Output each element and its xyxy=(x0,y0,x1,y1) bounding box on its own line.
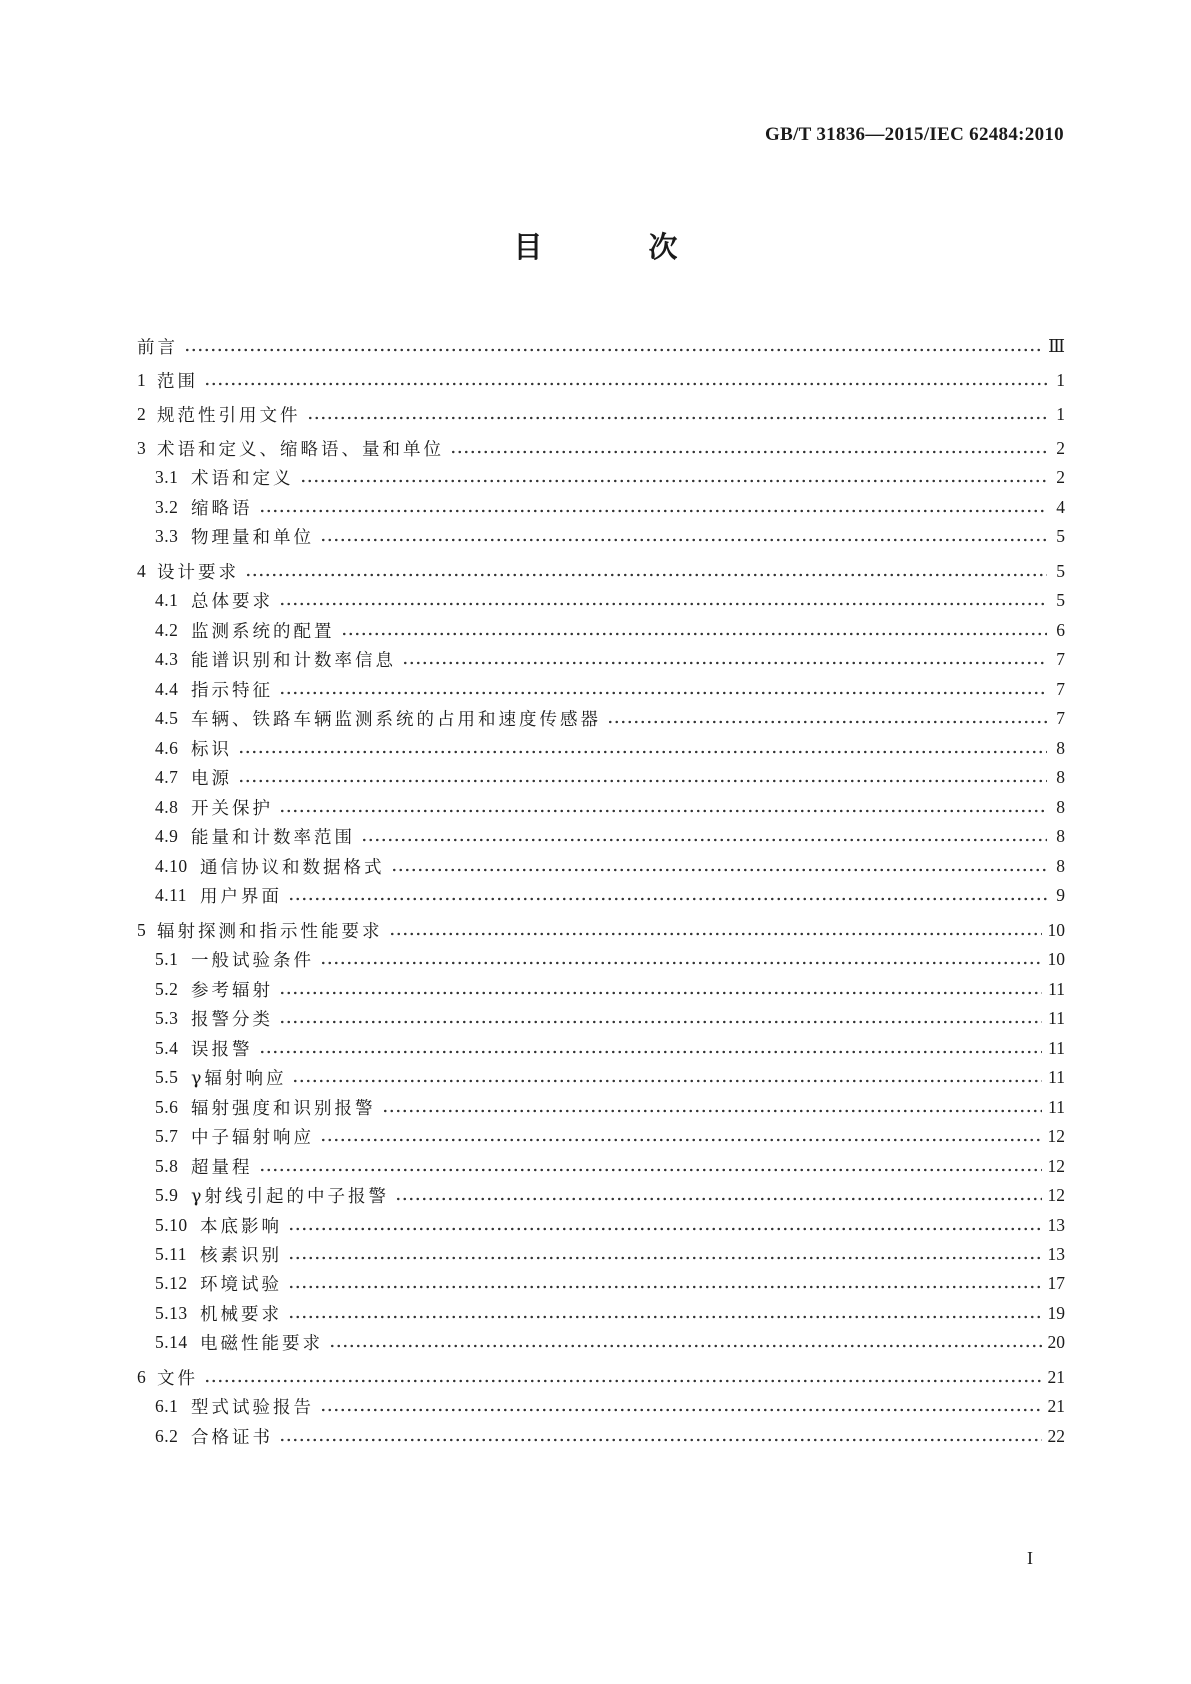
toc-entry[interactable] xyxy=(137,645,1065,673)
dot-leader xyxy=(238,734,1047,762)
dot-leader xyxy=(320,1392,1042,1420)
toc-entry-title: 前言 xyxy=(137,337,178,358)
toc-entry-title: 用户界面 xyxy=(200,886,282,907)
toc-entry[interactable] xyxy=(137,1004,1065,1032)
toc-entry-title: 缩略语 xyxy=(191,498,253,519)
toc-entry-page: 7 xyxy=(1056,707,1065,728)
toc-entry[interactable] xyxy=(137,1363,1065,1391)
toc-entry[interactable] xyxy=(137,852,1065,880)
toc-entry-title: 能量和计数率范围 xyxy=(191,827,355,848)
toc-entry-page: 11 xyxy=(1048,978,1065,999)
toc-entry-page: 8 xyxy=(1056,737,1065,758)
toc-entry-page: 17 xyxy=(1047,1272,1065,1293)
toc-entry-page: 20 xyxy=(1047,1331,1065,1352)
toc-entry-title: 合格证书 xyxy=(191,1427,273,1448)
dot-leader xyxy=(288,881,1047,909)
toc-entry[interactable] xyxy=(137,1240,1065,1268)
toc-entry-page: 10 xyxy=(1047,919,1065,940)
toc-entry-page: 10 xyxy=(1047,948,1065,969)
dot-leader xyxy=(204,1363,1042,1391)
toc-entry-number: 5.5 xyxy=(155,1066,179,1087)
toc-entry[interactable] xyxy=(137,1034,1065,1062)
dot-leader xyxy=(184,332,1042,360)
dot-leader xyxy=(389,916,1042,944)
toc-entry-title: 开关保护 xyxy=(191,798,273,819)
dot-leader xyxy=(259,1034,1043,1062)
dot-leader xyxy=(402,645,1047,673)
toc-entry-title: γ射线引起的中子报警 xyxy=(191,1186,389,1207)
toc-entry-page: 2 xyxy=(1056,466,1065,487)
toc-entry-page: 11 xyxy=(1048,1007,1065,1028)
toc-entry-page: 11 xyxy=(1048,1096,1065,1117)
toc-entry-page: 21 xyxy=(1047,1366,1065,1387)
toc-entry-number: 5.8 xyxy=(155,1155,179,1176)
toc-entry-page: 6 xyxy=(1056,619,1065,640)
toc-entry-title: 辐射强度和识别报警 xyxy=(191,1098,376,1119)
toc-entry-page: 21 xyxy=(1047,1395,1065,1416)
toc-entry-page: 8 xyxy=(1056,796,1065,817)
toc-entry-title: 指示特征 xyxy=(191,680,273,701)
toc-entry-title: 通信协议和数据格式 xyxy=(200,857,385,878)
toc-entry[interactable] xyxy=(137,616,1065,644)
toc-entry[interactable] xyxy=(137,763,1065,791)
toc-entry[interactable] xyxy=(137,1181,1065,1209)
toc-entry-number: 3.1 xyxy=(155,466,179,487)
toc-entry-page: 1 xyxy=(1056,369,1065,390)
dot-leader xyxy=(292,1063,1042,1091)
toc-entry[interactable] xyxy=(137,822,1065,850)
toc-entry-title: 型式试验报告 xyxy=(191,1397,314,1418)
toc-entry-number: 5.11 xyxy=(155,1243,187,1264)
toc-entry-page: 2 xyxy=(1056,437,1065,458)
dot-leader xyxy=(288,1211,1042,1239)
toc-entry-number: 4.4 xyxy=(155,678,179,699)
toc-entry-title: 规范性引用文件 xyxy=(157,405,301,426)
toc-entry-title: 术语和定义、缩略语、量和单位 xyxy=(157,439,444,460)
dot-leader xyxy=(320,1122,1042,1150)
toc-entry-page: 5 xyxy=(1056,525,1065,546)
toc-entry[interactable] xyxy=(137,945,1065,973)
dot-leader xyxy=(361,822,1047,850)
toc-entry-number: 5.1 xyxy=(155,948,179,969)
toc-entry-page: 12 xyxy=(1047,1155,1065,1176)
toc-entry[interactable] xyxy=(137,463,1065,491)
toc-entry-title: 辐射探测和指示性能要求 xyxy=(157,921,383,942)
toc-entry-title: 总体要求 xyxy=(191,591,273,612)
toc-entry-page: 12 xyxy=(1047,1125,1065,1146)
toc-entry[interactable] xyxy=(137,793,1065,821)
toc-entry[interactable] xyxy=(137,1122,1065,1150)
toc-entry-title: 本底影响 xyxy=(200,1216,282,1237)
toc-entry-title: 电磁性能要求 xyxy=(200,1333,323,1354)
toc-entry-page: 7 xyxy=(1056,648,1065,669)
dot-leader xyxy=(279,675,1047,703)
toc-entry-title: 环境试验 xyxy=(200,1274,282,1295)
toc-entry[interactable] xyxy=(137,1152,1065,1180)
toc-entry-number: 5.6 xyxy=(155,1096,179,1117)
toc-entry-number: 3.3 xyxy=(155,525,179,546)
toc-entry-title: 术语和定义 xyxy=(191,468,294,489)
toc-entry-title: 误报警 xyxy=(191,1039,253,1060)
dot-leader xyxy=(320,945,1042,973)
toc-entry-number: 4.8 xyxy=(155,796,179,817)
toc-entry-page: 9 xyxy=(1056,884,1065,905)
dot-leader xyxy=(307,400,1048,428)
toc-entry-page: 13 xyxy=(1047,1243,1065,1264)
page-title: 目 次 xyxy=(513,230,726,264)
toc-entry-title: γ辐射响应 xyxy=(191,1068,287,1089)
toc-entry-page: 12 xyxy=(1047,1184,1065,1205)
toc-entry-title: 标识 xyxy=(191,739,232,760)
dot-leader xyxy=(204,366,1047,394)
dot-leader xyxy=(395,1181,1042,1209)
toc-entry-page: Ⅲ xyxy=(1048,335,1065,356)
toc-entry-number: 3 xyxy=(137,437,147,458)
toc-entry-number: 5.12 xyxy=(155,1272,188,1293)
toc-entry-title: 中子辐射响应 xyxy=(191,1127,314,1148)
dot-leader xyxy=(607,704,1047,732)
dot-leader xyxy=(279,975,1042,1003)
toc-entry[interactable] xyxy=(137,916,1065,944)
toc-entry-page: 8 xyxy=(1056,766,1065,787)
toc-entry[interactable] xyxy=(137,586,1065,614)
toc-entry-page: 11 xyxy=(1048,1066,1065,1087)
toc-entry[interactable] xyxy=(137,1269,1065,1297)
toc-entry-title: 电源 xyxy=(191,768,232,789)
toc-entry-page: 13 xyxy=(1047,1214,1065,1235)
toc-entry-number: 4 xyxy=(137,560,147,581)
dot-leader xyxy=(288,1299,1042,1327)
toc-entry-number: 4.1 xyxy=(155,589,179,610)
toc-entry-page: 22 xyxy=(1047,1425,1065,1446)
toc-entry-number: 4.6 xyxy=(155,737,179,758)
toc-entry-title: 文件 xyxy=(157,1368,198,1389)
dot-leader xyxy=(329,1328,1042,1356)
toc-entry-number: 4.3 xyxy=(155,648,179,669)
dot-leader xyxy=(279,793,1047,821)
dot-leader xyxy=(288,1269,1042,1297)
toc-entry-number: 4.10 xyxy=(155,855,188,876)
dot-leader xyxy=(279,1004,1042,1032)
toc-entry-title: 超量程 xyxy=(191,1157,253,1178)
toc-entry[interactable] xyxy=(137,1392,1065,1420)
dot-leader xyxy=(288,1240,1042,1268)
dot-leader xyxy=(300,463,1048,491)
toc-entry-page: 5 xyxy=(1056,560,1065,581)
toc-entry[interactable] xyxy=(137,704,1065,732)
toc-entry[interactable] xyxy=(137,975,1065,1003)
dot-leader xyxy=(320,522,1047,550)
toc-entry[interactable] xyxy=(137,332,1065,360)
toc-entry-number: 3.2 xyxy=(155,496,179,517)
toc-entry-number: 4.11 xyxy=(155,884,187,905)
toc-entry-page: 5 xyxy=(1056,589,1065,610)
toc-entry-page: 1 xyxy=(1056,403,1065,424)
toc-entry-page: 4 xyxy=(1056,496,1065,517)
toc-entry-title: 参考辐射 xyxy=(191,980,273,1001)
toc-entry[interactable] xyxy=(137,493,1065,521)
dot-leader xyxy=(279,586,1047,614)
toc-entry-number: 2 xyxy=(137,403,147,424)
toc-entry-title: 能谱识别和计数率信息 xyxy=(191,650,396,671)
toc-entry-number: 5.4 xyxy=(155,1037,179,1058)
toc-entry-number: 5.14 xyxy=(155,1331,188,1352)
toc-entry-title: 车辆、铁路车辆监测系统的占用和速度传感器 xyxy=(191,709,601,730)
toc-entry-title: 设计要求 xyxy=(157,562,239,583)
toc-entry[interactable] xyxy=(137,881,1065,909)
toc-entry-number: 6 xyxy=(137,1366,147,1387)
dot-leader xyxy=(279,1422,1042,1450)
toc-entry[interactable] xyxy=(137,675,1065,703)
toc-entry[interactable] xyxy=(137,1093,1065,1121)
toc-entry[interactable] xyxy=(137,1422,1065,1450)
toc-entry[interactable] xyxy=(137,400,1065,428)
toc-entry-number: 5.7 xyxy=(155,1125,179,1146)
toc-entry-number: 5.3 xyxy=(155,1007,179,1028)
toc-entry[interactable] xyxy=(137,734,1065,762)
dot-leader xyxy=(450,434,1047,462)
page-number: I xyxy=(1027,1548,1033,1568)
toc-entry-number: 1 xyxy=(137,369,147,390)
dot-leader xyxy=(341,616,1048,644)
toc-entry[interactable] xyxy=(137,522,1065,550)
toc-entry-number: 5 xyxy=(137,919,147,940)
toc-entry-title: 物理量和单位 xyxy=(191,527,314,548)
toc-entry[interactable] xyxy=(137,1299,1065,1327)
toc-entry[interactable] xyxy=(137,366,1065,394)
toc-entry-page: 19 xyxy=(1047,1302,1065,1323)
toc-entry-number: 5.10 xyxy=(155,1214,188,1235)
toc-entry-page: 8 xyxy=(1056,825,1065,846)
dot-leader xyxy=(238,763,1047,791)
dot-leader xyxy=(391,852,1048,880)
toc-entry-number: 4.5 xyxy=(155,707,179,728)
toc-entry-title: 机械要求 xyxy=(200,1304,282,1325)
toc-entry-title: 一般试验条件 xyxy=(191,950,314,971)
toc-entry-title: 报警分类 xyxy=(191,1009,273,1030)
toc-entry-title: 监测系统的配置 xyxy=(191,621,335,642)
toc-entry-number: 5.13 xyxy=(155,1302,188,1323)
toc-entry-number: 5.9 xyxy=(155,1184,179,1205)
dot-leader xyxy=(382,1093,1043,1121)
toc-entry-number: 5.2 xyxy=(155,978,179,999)
toc-entry-number: 6.1 xyxy=(155,1395,179,1416)
dot-leader xyxy=(245,557,1047,585)
toc-entry-number: 4.7 xyxy=(155,766,179,787)
toc-entry[interactable] xyxy=(137,1328,1065,1356)
toc-entry-page: 7 xyxy=(1056,678,1065,699)
toc-entry[interactable] xyxy=(137,557,1065,585)
standard-code: GB/T 31836—2015/IEC 62484:2010 xyxy=(765,124,1064,145)
toc-entry-page: 11 xyxy=(1048,1037,1065,1058)
toc-entry[interactable] xyxy=(137,434,1065,462)
dot-leader xyxy=(259,1152,1042,1180)
toc-entry-page: 8 xyxy=(1056,855,1065,876)
toc-entry[interactable] xyxy=(137,1211,1065,1239)
toc-entry-title: 范围 xyxy=(157,371,198,392)
dot-leader xyxy=(259,493,1048,521)
toc-entry-title: 核素识别 xyxy=(200,1245,282,1266)
toc-entry[interactable] xyxy=(137,1063,1065,1091)
toc-entry-number: 4.9 xyxy=(155,825,179,846)
toc-entry-number: 4.2 xyxy=(155,619,179,640)
toc-entry-number: 6.2 xyxy=(155,1425,179,1446)
